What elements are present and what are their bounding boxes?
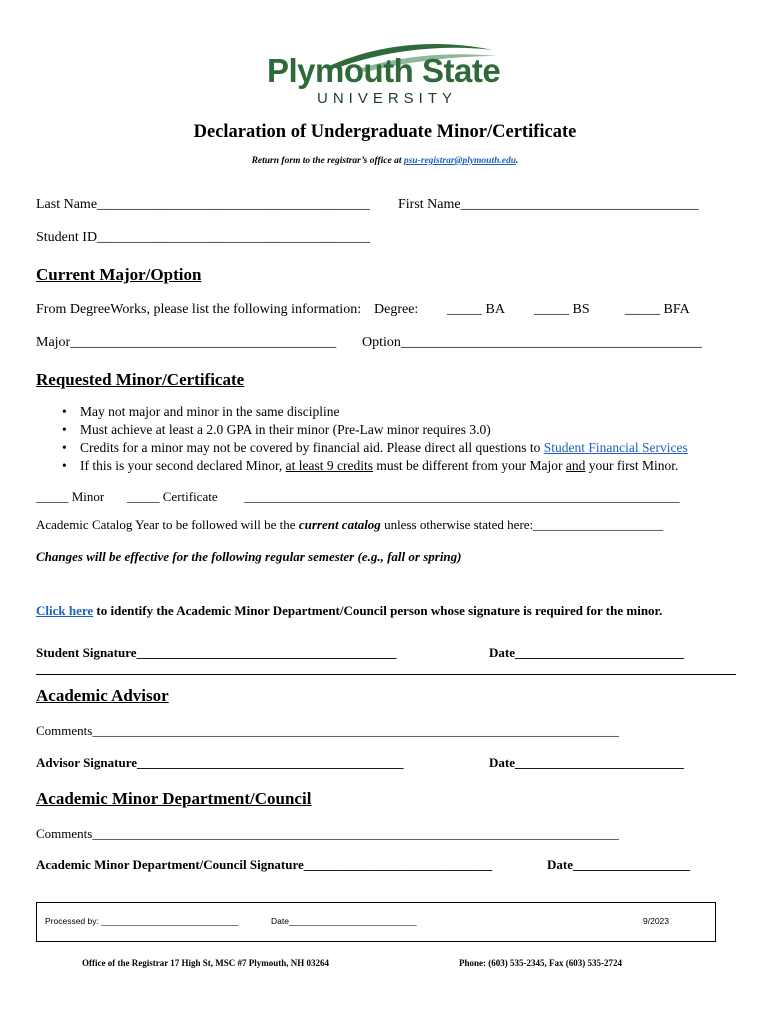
section-divider xyxy=(36,674,736,675)
list-item xyxy=(80,439,688,457)
form-version: 9/2023 xyxy=(643,916,669,926)
degree-label: Degree: xyxy=(374,302,419,317)
current-major-heading: Current Major/Option xyxy=(36,265,202,284)
registrar-phone: Phone: (603) 535-2345, Fax (603) 535-2724 xyxy=(459,958,622,968)
office-use-box xyxy=(36,902,716,942)
changes-note: Changes will be effective for the following regular semester (e.g., fall or spring) xyxy=(36,549,462,564)
student-signature-field[interactable]: Student Signature________________________________________ xyxy=(36,645,397,660)
click-here-line xyxy=(36,603,662,619)
list-item xyxy=(80,457,688,475)
list-item: • Must achieve at least a 2.0 GPA in their minor (Pre-Law minor requires 3.0) xyxy=(80,421,688,439)
major-field[interactable]: Major______________________________________ xyxy=(36,335,337,350)
minor-name-field[interactable]: ___________________________________________________________________ xyxy=(244,489,680,504)
requested-minor-heading: Requested Minor/Certificate xyxy=(36,370,245,389)
bullet-underlined: at least 9 credits xyxy=(285,458,374,473)
return-suffix: . xyxy=(516,156,519,166)
requirements-list xyxy=(62,403,688,475)
student-id-field[interactable]: Student ID_______________________________________ xyxy=(36,230,371,245)
dept-date-field[interactable]: Date__________________ xyxy=(547,857,690,872)
processed-by-field[interactable]: Processed by: _____________________________ xyxy=(45,916,239,926)
bs-checkbox[interactable]: _____ BS xyxy=(534,302,590,317)
registrar-address: Office of the Registrar 17 High St, MSC #7 Plymouth, NH 03264 xyxy=(82,958,330,968)
advisor-date-field[interactable]: Date__________________________ xyxy=(489,755,684,770)
bullet-text: your first Minor. xyxy=(585,458,679,473)
click-here-link[interactable]: Click here xyxy=(36,603,94,618)
dept-comments-field[interactable]: Comments_________________________________________________________________________________ xyxy=(36,826,619,841)
catalog-emphasis: current catalog xyxy=(298,517,381,532)
return-line xyxy=(0,156,770,166)
catalog-field[interactable]: unless otherwise stated here:____________________ xyxy=(380,517,664,532)
financial-services-link[interactable]: Student Financial Services xyxy=(543,440,688,455)
bfa-checkbox[interactable]: _____ BFA xyxy=(625,302,690,317)
registrar-email-link[interactable]: psu-registrar@plymouth.edu xyxy=(403,156,517,166)
first-name-field[interactable]: First Name__________________________________ xyxy=(398,197,699,212)
university-logo xyxy=(265,40,505,112)
logo-sub: UNIVERSITY xyxy=(317,90,458,107)
dept-council-heading: Academic Minor Department/Council xyxy=(36,789,312,808)
bullet-text: If this is your second declared Minor, xyxy=(80,458,286,473)
bullet-underlined: and xyxy=(565,458,586,473)
list-item: • May not major and minor in the same discipline xyxy=(80,403,688,421)
option-field[interactable]: Option___________________________________________ xyxy=(362,335,702,350)
catalog-text: Academic Catalog Year to be followed will be the xyxy=(36,517,299,532)
degreeworks-instruction: From DegreeWorks, please list the following information: xyxy=(36,302,362,317)
academic-advisor-heading: Academic Advisor xyxy=(36,686,169,705)
last-name-field[interactable]: Last Name_______________________________________ xyxy=(36,197,371,212)
page-title: Declaration of Undergraduate Minor/Certificate xyxy=(193,122,577,142)
bullet-text: Credits for a minor may not be covered by financial aid. Please direct all questions to xyxy=(80,440,544,455)
click-here-text: to identify the Academic Minor Department/Council person whose signature is required for the minor. xyxy=(93,603,663,618)
return-prefix: Return form to the registrar’s office at xyxy=(251,156,404,166)
processed-date-field[interactable]: Date___________________________ xyxy=(271,916,417,926)
ba-checkbox[interactable]: _____ BA xyxy=(447,302,505,317)
bullet-text: must be different from your Major xyxy=(373,458,566,473)
logo-name: Plymouth State xyxy=(267,52,501,89)
catalog-year-line[interactable] xyxy=(36,517,663,533)
advisor-comments-field[interactable]: Comments_________________________________________________________________________________ xyxy=(36,723,619,738)
student-date-field[interactable]: Date__________________________ xyxy=(489,645,684,660)
minor-checkbox[interactable]: _____ Minor xyxy=(36,489,105,504)
certificate-checkbox[interactable]: _____ Certificate xyxy=(127,489,218,504)
dept-signature-field[interactable]: Academic Minor Department/Council Signature_____________________________ xyxy=(36,857,493,872)
advisor-signature-field[interactable]: Advisor Signature_________________________________________ xyxy=(36,755,404,770)
